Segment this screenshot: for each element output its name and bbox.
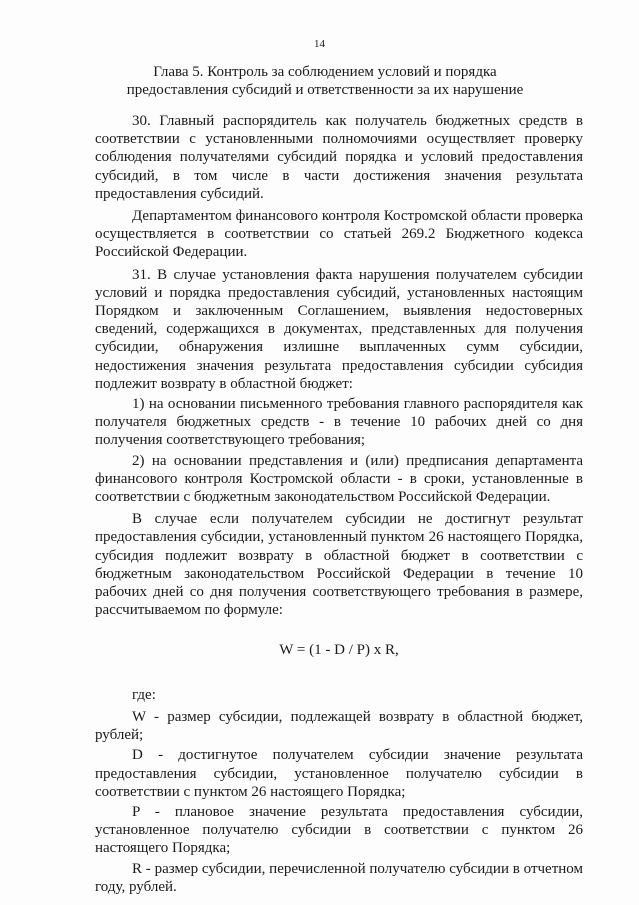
list-item-1: 1) на основании письменного требования главного распорядителя как получателя бюджетных средств - в течение 10 рабочих дней со дня получения соответствующего требования; (95, 396, 583, 449)
heading-line-1: Глава 5. Контроль за соблюдением условий и порядка (153, 64, 497, 80)
paragraph-30: 30. Главный распорядитель как получатель бюджетных средств в соответствии с установленными полномочиями осуществляет проверку соблюдения получателями субсидий порядка и условий предоставления субсидий, в том числе в части достижения значения результата предоставления субсидий. (95, 113, 583, 202)
paragraph-result-not-achieved: В случае если получателем субсидии не достигнут результат предоставления субсидии, установленный пунктом 26 настоящего Порядка, субсидия подлежит возврату в областной бюджет в соответствии с бюджетным законодательством Российской Федерации в течение 10 рабочих дней со дня получения соответствующего требования в размере, рассчитываемом по формуле: (95, 511, 583, 619)
heading-line-2: предоставления субсидий и ответственности за их нарушение (126, 82, 524, 98)
paragraph-31: 31. В случае установления факта нарушения получателем субсидии условий и порядка предоставления субсидий, установленных настоящим Порядком и заключенным Соглашением, выявления недостоверных сведений, содержащихся в документах, представленных для получения субсидии, обнаружения излишне выплаченных сумм субсидии, недостижения значения результата предоставления субсидии субсидия подлежит возврату в областной бюджет: (95, 266, 583, 392)
definition-r: R - размер субсидии, перечисленной получателю субсидии в отчетном году, рублей. (95, 860, 583, 895)
where-label: где: (132, 686, 156, 703)
chapter-heading (95, 63, 555, 99)
definition-w: W - размер субсидии, подлежащей возврату в областной бюджет, рублей; (95, 708, 583, 744)
definition-p: P - плановое значение результата предоставления субсидии, установленное получателю субсидии в соответствии с пунктом 26 настоящего Порядка; (95, 803, 583, 857)
definition-d: D - достигнутое получателем субсидии значение результата предоставления субсидии, установленное получателю субсидии в соответствии с пунктом 26 настоящего Порядка; (95, 747, 583, 800)
formula: W = (1 - D / P) x R, (279, 642, 399, 659)
list-item-2: 2) на основании представления и (или) предписания департамента финансового контроля Костромской области - в сроки, установленные в соответствии с бюджетным законодательством Российской Федерации. (95, 452, 583, 506)
document-body (95, 112, 583, 898)
page-number: 14 (314, 38, 325, 50)
paragraph-control-department: Департаментом финансового контроля Костромской области проверка осуществляется в соответствии со статьей 269.2 Бюджетного кодекса Российской Федерации. (95, 208, 583, 261)
